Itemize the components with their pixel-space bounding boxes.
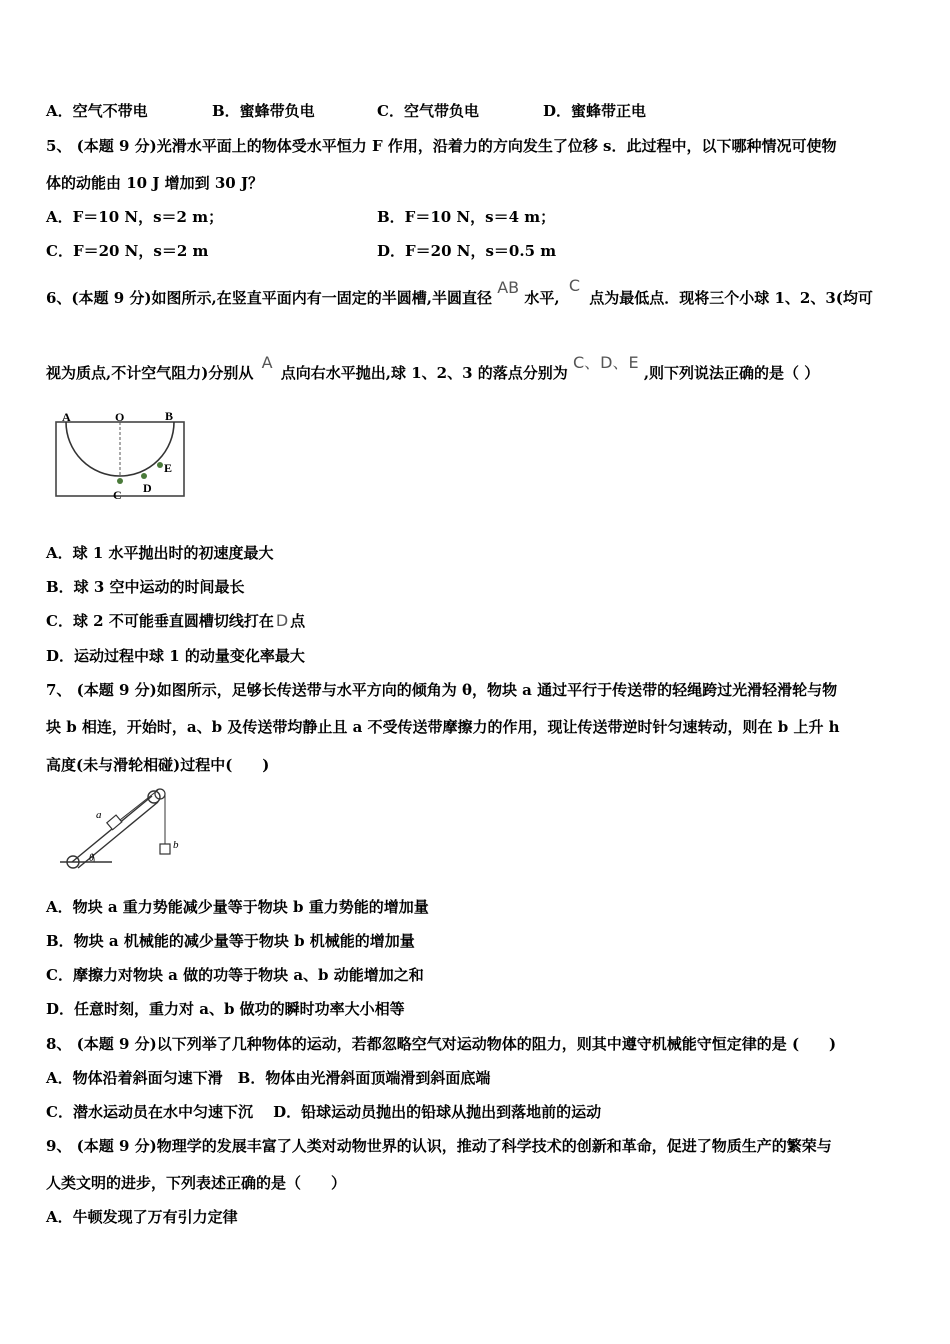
q6-semicircle-figure xyxy=(50,408,190,504)
q6-label-c: C xyxy=(113,488,122,502)
q7-option-d: D．任意时刻，重力对 a、b 做功的瞬时功率大小相等 xyxy=(46,1000,405,1018)
q6-symbol-cde: C、D、E xyxy=(572,353,639,372)
q6-option-c-part2: 点 xyxy=(290,612,306,630)
q6-option-b: B．球 3 空中运动的时间最长 xyxy=(46,578,245,596)
q5-option-c: C．F＝20 N，s＝2 m xyxy=(46,242,209,260)
q6-point-d-dot xyxy=(141,473,147,479)
q5-option-b: B．F＝10 N，s＝4 m； xyxy=(377,208,556,226)
q6-symbol-c: C xyxy=(568,276,580,295)
q6-stem-line1 xyxy=(46,276,873,308)
q6-label-o: O xyxy=(115,410,125,424)
q7-block-b xyxy=(160,844,170,854)
q7-stem-line2: 块 b 相连，开始时，a、b 及传送带均静止且 a 不受传送带摩擦力的作用，现让传送带逆时针匀速转动，则在 b 上升 h xyxy=(46,718,840,736)
q6-point-c-dot xyxy=(117,478,123,484)
q6-label-a: A xyxy=(62,410,71,424)
q6-option-c-part1: C．球 2 不可能垂直圆槽切线打在 xyxy=(46,612,274,630)
q7-label-theta: θ xyxy=(89,853,94,864)
q6-stem-part5: 点向右水平抛出,球 1、2、3 的落点分别为 xyxy=(280,364,568,382)
q7-block-a xyxy=(107,815,122,830)
q7-rope-a xyxy=(120,790,158,820)
q6-option-a: A．球 1 水平抛出时的初速度最大 xyxy=(46,544,274,562)
q5-option-d: D．F＝20 N，s＝0.5 m xyxy=(377,242,557,260)
q7-label-b: b xyxy=(173,839,179,851)
q9-stem-line1: 9、 (本题 9 分)物理学的发展丰富了人类对动物世界的认识，推动了科学技术的创新和革命，促进了物质生产的繁荣与 xyxy=(46,1137,832,1155)
q6-stem-part3: 点为最低点．现将三个小球 1、2、3(均可 xyxy=(589,289,873,307)
q4-option-d: D．蜜蜂带正电 xyxy=(543,102,647,120)
q6-option-c xyxy=(46,611,305,631)
q7-conveyor-figure xyxy=(52,782,192,874)
q7-label-a: a xyxy=(96,809,102,821)
q6-stem-part2: 水平, xyxy=(524,289,560,307)
q5-stem-line2: 体的动能由 10 J 增加到 30 J？ xyxy=(46,174,264,192)
q7-option-b: B．物块 a 机械能的减少量等于物块 b 机械能的增加量 xyxy=(46,932,415,950)
q7-option-a: A．物块 a 重力势能减少量等于物块 b 重力势能的增加量 xyxy=(46,898,429,916)
q4-option-a: A．空气不带电 xyxy=(46,102,148,120)
q7-option-c: C．摩擦力对物块 a 做的功等于物块 a、b 动能增加之和 xyxy=(46,966,424,984)
q9-option-a: A．牛顿发现了万有引力定律 xyxy=(46,1208,238,1226)
q6-symbol-a: A xyxy=(261,353,273,372)
q7-stem-line1: 7、 (本题 9 分)如图所示，足够长传送带与水平方向的倾角为 θ，物块 a 通过平行于传送带的轻绳跨过光滑轻滑轮与物 xyxy=(46,681,838,699)
q6-label-e: E xyxy=(164,461,173,475)
q9-stem-line2: 人类文明的进步，下列表述正确的是（ ） xyxy=(46,1174,347,1192)
q8-options-ab: A．物体沿着斜面匀速下滑 B．物体由光滑斜面顶端滑到斜面底端 xyxy=(46,1069,491,1087)
q6-point-e-dot xyxy=(157,462,163,468)
q5-stem-line1: 5、 (本题 9 分)光滑水平面上的物体受水平恒力 F 作用，沿着力的方向发生了位移 s．此过程中，以下哪种情况可使物 xyxy=(46,137,837,155)
q6-stem-part6: ,则下列说法正确的是（ ） xyxy=(643,364,820,382)
q7-stem-line3: 高度(未与滑轮相碰)过程中( ) xyxy=(46,756,270,774)
q6-option-c-symbol: D xyxy=(275,611,289,630)
q4-option-b: B．蜜蜂带负电 xyxy=(212,102,315,120)
q4-option-c: C．空气带负电 xyxy=(377,102,479,120)
q6-stem-line2 xyxy=(46,353,820,383)
q6-stem-part1: 6、(本题 9 分)如图所示,在竖直平面内有一固定的半圆槽,半圆直径 xyxy=(46,289,492,307)
q6-option-d: D．运动过程中球 1 的动量变化率最大 xyxy=(46,647,305,665)
q6-symbol-ab: AB xyxy=(497,278,520,297)
q5-option-a: A．F＝10 N，s＝2 m； xyxy=(46,208,224,226)
q6-label-b: B xyxy=(165,409,174,423)
q6-stem-part4: 视为质点,不计空气阻力)分别从 xyxy=(46,364,254,382)
q8-stem-line1: 8、 (本题 9 分)以下列举了几种物体的运动，若都忽略空气对运动物体的阻力，则其中遵守机械能守恒定律的是 ( ) xyxy=(46,1035,837,1053)
q8-options-cd: C．潜水运动员在水中匀速下沉 D．铅球运动员抛出的铅球从抛出到落地前的运动 xyxy=(46,1103,602,1121)
q6-label-d: D xyxy=(143,481,152,495)
